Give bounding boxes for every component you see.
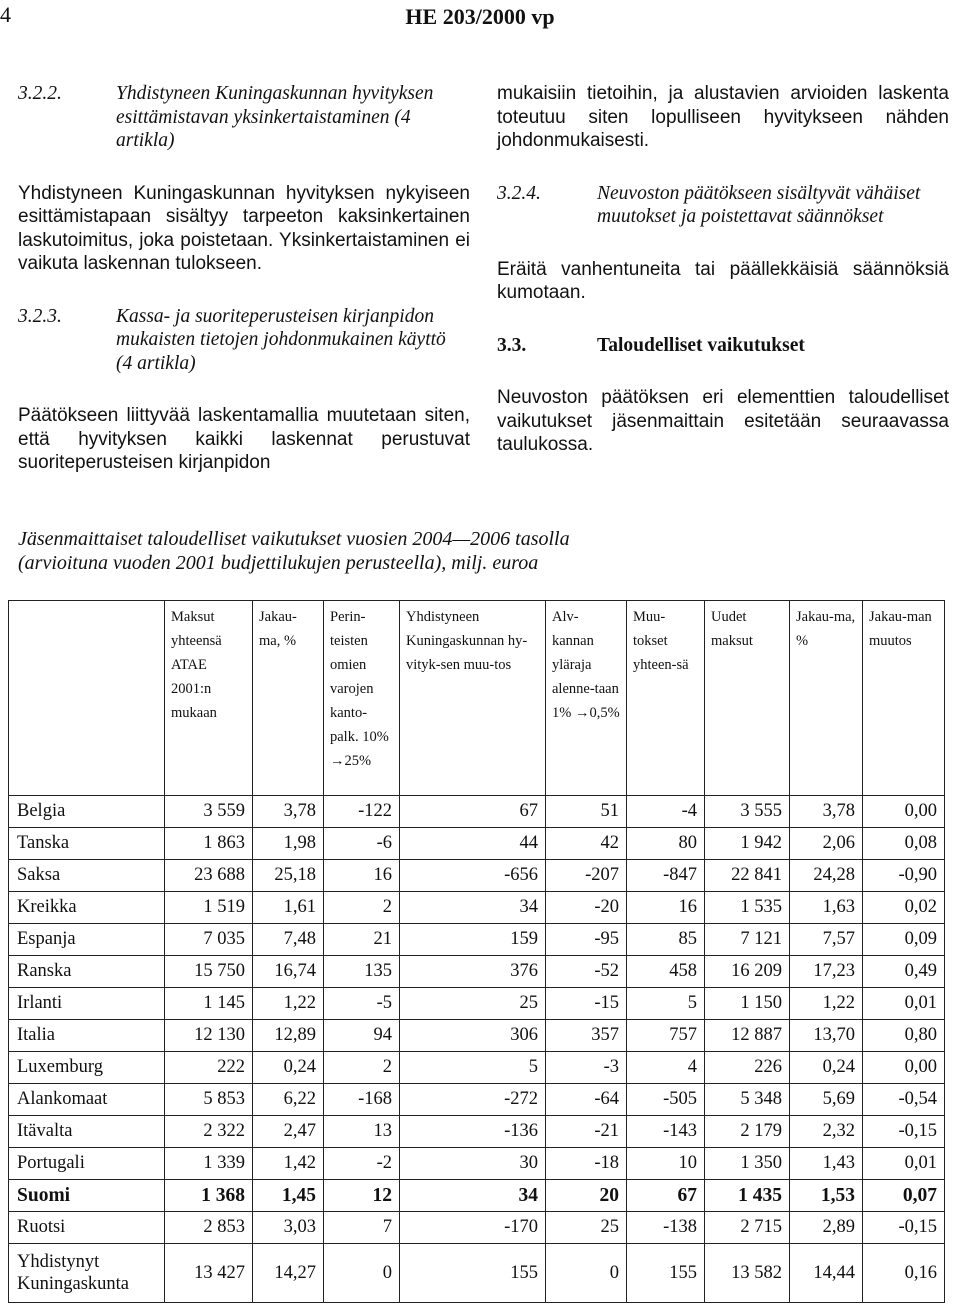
value-cell: 17,23: [790, 956, 863, 988]
value-cell: 16 209: [705, 956, 790, 988]
value-cell: 1,22: [253, 988, 324, 1020]
value-cell: -5: [324, 988, 400, 1020]
value-cell: 0,08: [863, 828, 945, 860]
value-cell: 24,28: [790, 860, 863, 892]
country-cell: Portugali: [9, 1148, 165, 1180]
section-3-2-2-heading: [18, 82, 470, 153]
column-header: Jakau-ma, %: [790, 601, 863, 796]
column-header: Uudet maksut: [705, 601, 790, 796]
table-caption: [18, 527, 948, 575]
value-cell: 7: [324, 1212, 400, 1244]
value-cell: 42: [546, 828, 627, 860]
table-body: [9, 796, 945, 1303]
column-header: Alv-kannan yläraja alenne-taan 1% →0,5%: [546, 601, 627, 796]
value-cell: 0,80: [863, 1020, 945, 1052]
value-cell: -0,90: [863, 860, 945, 892]
value-cell: 1,43: [790, 1148, 863, 1180]
value-cell: 1 339: [165, 1148, 253, 1180]
value-cell: 2: [324, 1052, 400, 1084]
value-cell: 1 535: [705, 892, 790, 924]
value-cell: 1 150: [705, 988, 790, 1020]
country-cell: Italia: [9, 1020, 165, 1052]
value-cell: 376: [400, 956, 546, 988]
section-3-3-heading: [497, 334, 949, 358]
value-cell: 1,63: [790, 892, 863, 924]
table-row: [9, 1052, 945, 1084]
value-cell: -143: [627, 1116, 705, 1148]
value-cell: 13 427: [165, 1244, 253, 1303]
table-row: [9, 1084, 945, 1116]
value-cell: -18: [546, 1148, 627, 1180]
value-cell: 21: [324, 924, 400, 956]
value-cell: 1,53: [790, 1180, 863, 1212]
value-cell: 1 435: [705, 1180, 790, 1212]
value-cell: 1,22: [790, 988, 863, 1020]
value-cell: 16: [627, 892, 705, 924]
section-title: Kassa- ja suoriteperusteisen kirjanpidon mukaisten tietojen johdonmukainen käyttö (4 artikla): [116, 305, 446, 374]
table-row: [9, 860, 945, 892]
value-cell: 25: [400, 988, 546, 1020]
section-3-2-2-body: Yhdistyneen Kuningaskunnan hyvityksen nykyiseen esittämistapaan sisältyy tarpeeton kaksinkertainen laskutoimitus, joka poistetaan. Yksinkertaistaminen ei vaikuta laskennan tulokseen.: [18, 182, 470, 274]
country-cell: Itävalta: [9, 1116, 165, 1148]
right-column: [497, 82, 949, 457]
value-cell: -3: [546, 1052, 627, 1084]
page-number: 4: [0, 2, 11, 27]
section-title: Taloudelliset vaikutukset: [597, 334, 805, 356]
value-cell: -138: [627, 1212, 705, 1244]
continued-paragraph: mukaisiin tietoihin, ja alustavien arvioiden laskenta toteutuu siten lopulliseen hyvitykseen nähden johdonmukaisesti.: [497, 83, 949, 151]
value-cell: 1 519: [165, 892, 253, 924]
country-cell: Yhdistynyt Kuningaskunta: [9, 1244, 165, 1303]
table-row: [9, 1116, 945, 1148]
value-cell: 13: [324, 1116, 400, 1148]
document-title: HE 203/2000 vp: [405, 4, 555, 29]
value-cell: 44: [400, 828, 546, 860]
table-row: [9, 956, 945, 988]
value-cell: 2 715: [705, 1212, 790, 1244]
value-cell: 34: [400, 892, 546, 924]
value-cell: 3,78: [253, 796, 324, 828]
value-cell: 0,01: [863, 988, 945, 1020]
value-cell: 5: [627, 988, 705, 1020]
value-cell: -21: [546, 1116, 627, 1148]
value-cell: 0: [546, 1244, 627, 1303]
value-cell: 1 350: [705, 1148, 790, 1180]
value-cell: 14,27: [253, 1244, 324, 1303]
country-cell: Tanska: [9, 828, 165, 860]
value-cell: -64: [546, 1084, 627, 1116]
value-cell: 16,74: [253, 956, 324, 988]
country-cell: Belgia: [9, 796, 165, 828]
value-cell: -847: [627, 860, 705, 892]
economic-impact-table: [8, 600, 945, 1303]
value-cell: 0,09: [863, 924, 945, 956]
left-column: [18, 82, 470, 475]
value-cell: 5 853: [165, 1084, 253, 1116]
caption-line-1: Jäsenmaittaiset taloudelliset vaikutukset vuosien 2004—2006 tasolla: [18, 528, 570, 550]
table-header-row: [9, 601, 945, 796]
value-cell: 2,47: [253, 1116, 324, 1148]
value-cell: 67: [627, 1180, 705, 1212]
country-cell: Alankomaat: [9, 1084, 165, 1116]
value-cell: 85: [627, 924, 705, 956]
value-cell: 4: [627, 1052, 705, 1084]
value-cell: 0,07: [863, 1180, 945, 1212]
table-row: [9, 1180, 945, 1212]
section-number: 3.2.3.: [18, 305, 62, 327]
country-cell: Ranska: [9, 956, 165, 988]
country-cell: Kreikka: [9, 892, 165, 924]
value-cell: -0,54: [863, 1084, 945, 1116]
value-cell: -95: [546, 924, 627, 956]
value-cell: -0,15: [863, 1116, 945, 1148]
value-cell: 1,45: [253, 1180, 324, 1212]
section-3-3-body: Neuvoston päätöksen eri elementtien taloudelliset vaikutukset jäsenmaittain esitetään seuraavassa taulukossa.: [497, 387, 949, 455]
value-cell: 15 750: [165, 956, 253, 988]
value-cell: 12 887: [705, 1020, 790, 1052]
value-cell: 306: [400, 1020, 546, 1052]
value-cell: 5,69: [790, 1084, 863, 1116]
value-cell: 3,03: [253, 1212, 324, 1244]
value-cell: 226: [705, 1052, 790, 1084]
value-cell: 6,22: [253, 1084, 324, 1116]
value-cell: 94: [324, 1020, 400, 1052]
table-row: [9, 1148, 945, 1180]
value-cell: 12,89: [253, 1020, 324, 1052]
value-cell: -656: [400, 860, 546, 892]
value-cell: 757: [627, 1020, 705, 1052]
value-cell: 155: [400, 1244, 546, 1303]
value-cell: 1 863: [165, 828, 253, 860]
value-cell: 2: [324, 892, 400, 924]
value-cell: 14,44: [790, 1244, 863, 1303]
value-cell: 16: [324, 860, 400, 892]
country-cell: Saksa: [9, 860, 165, 892]
value-cell: -136: [400, 1116, 546, 1148]
value-cell: 0: [324, 1244, 400, 1303]
value-cell: 30: [400, 1148, 546, 1180]
column-header: Jakau-man muutos: [863, 601, 945, 796]
value-cell: 0,02: [863, 892, 945, 924]
value-cell: 3,78: [790, 796, 863, 828]
value-cell: 0,24: [790, 1052, 863, 1084]
table-row: [9, 988, 945, 1020]
value-cell: 2,89: [790, 1212, 863, 1244]
table-row: [9, 1212, 945, 1244]
column-header: Muu-tokset yhteen-sä: [627, 601, 705, 796]
value-cell: 5 348: [705, 1084, 790, 1116]
value-cell: -20: [546, 892, 627, 924]
value-cell: 1 145: [165, 988, 253, 1020]
value-cell: 23 688: [165, 860, 253, 892]
section-number: 3.2.2.: [18, 83, 62, 104]
value-cell: 0,01: [863, 1148, 945, 1180]
value-cell: 2,32: [790, 1116, 863, 1148]
value-cell: 51: [546, 796, 627, 828]
value-cell: 2 179: [705, 1116, 790, 1148]
value-cell: 2,06: [790, 828, 863, 860]
value-cell: -6: [324, 828, 400, 860]
value-cell: 458: [627, 956, 705, 988]
value-cell: 22 841: [705, 860, 790, 892]
value-cell: 0,00: [863, 796, 945, 828]
value-cell: 5: [400, 1052, 546, 1084]
value-cell: -52: [546, 956, 627, 988]
value-cell: 0,24: [253, 1052, 324, 1084]
value-cell: -15: [546, 988, 627, 1020]
value-cell: 0,00: [863, 1052, 945, 1084]
section-3-2-4-body: Eräitä vanhentuneita tai päällekkäisiä säännöksiä kumotaan.: [497, 258, 949, 303]
value-cell: -2: [324, 1148, 400, 1180]
value-cell: 159: [400, 924, 546, 956]
value-cell: 357: [546, 1020, 627, 1052]
country-cell: Espanja: [9, 924, 165, 956]
country-cell: Irlanti: [9, 988, 165, 1020]
value-cell: 13,70: [790, 1020, 863, 1052]
value-cell: 7 035: [165, 924, 253, 956]
value-cell: 25: [546, 1212, 627, 1244]
value-cell: 67: [400, 796, 546, 828]
column-header: Jakau-ma, %: [253, 601, 324, 796]
value-cell: 20: [546, 1180, 627, 1212]
value-cell: 80: [627, 828, 705, 860]
value-cell: 3 559: [165, 796, 253, 828]
value-cell: 3 555: [705, 796, 790, 828]
value-cell: 0,49: [863, 956, 945, 988]
section-3-2-4-heading: [497, 182, 949, 229]
value-cell: 34: [400, 1180, 546, 1212]
value-cell: 1 368: [165, 1180, 253, 1212]
value-cell: 12 130: [165, 1020, 253, 1052]
table-row: [9, 796, 945, 828]
value-cell: -505: [627, 1084, 705, 1116]
value-cell: 155: [627, 1244, 705, 1303]
table-row: [9, 892, 945, 924]
section-title: Neuvoston päätökseen sisältyvät vähäiset muutokset ja poistettavat säännökset: [597, 182, 921, 227]
country-cell: Ruotsi: [9, 1212, 165, 1244]
value-cell: -122: [324, 796, 400, 828]
section-3-2-3-body: Päätökseen liittyvää laskentamallia muutetaan siten, että hyvityksen kaikki laskennat perustuvat suoriteperusteisen kirjanpidon: [18, 405, 470, 473]
section-title: Yhdistyneen Kuningaskunnan hyvityksen esittämistavan yksinkertaistaminen (4 artikla): [116, 83, 434, 151]
value-cell: 7,48: [253, 924, 324, 956]
value-cell: 1,61: [253, 892, 324, 924]
value-cell: 12: [324, 1180, 400, 1212]
caption-line-2: (arvioituna vuoden 2001 budjettilukujen perusteella), milj. euroa: [18, 552, 539, 574]
table-row: [9, 1020, 945, 1052]
table-row: [9, 1244, 945, 1303]
value-cell: 1,98: [253, 828, 324, 860]
value-cell: 1 942: [705, 828, 790, 860]
value-cell: -272: [400, 1084, 546, 1116]
value-cell: -168: [324, 1084, 400, 1116]
value-cell: 135: [324, 956, 400, 988]
section-3-2-3-heading: [18, 305, 470, 376]
value-cell: 7,57: [790, 924, 863, 956]
value-cell: -0,15: [863, 1212, 945, 1244]
column-header: Maksut yhteensä ATAE 2001:n mukaan: [165, 601, 253, 796]
value-cell: 2 853: [165, 1212, 253, 1244]
column-header: Yhdistyneen Kuningaskunnan hy-vityk-sen muu-tos: [400, 601, 546, 796]
table-row: [9, 924, 945, 956]
column-header: Perin-teisten omien varojen kanto-palk. 10% →25%: [324, 601, 400, 796]
value-cell: 222: [165, 1052, 253, 1084]
value-cell: 1,42: [253, 1148, 324, 1180]
country-cell: Luxemburg: [9, 1052, 165, 1084]
value-cell: -4: [627, 796, 705, 828]
value-cell: -207: [546, 860, 627, 892]
value-cell: -170: [400, 1212, 546, 1244]
value-cell: 25,18: [253, 860, 324, 892]
section-number: 3.3.: [497, 334, 527, 356]
value-cell: 2 322: [165, 1116, 253, 1148]
value-cell: 10: [627, 1148, 705, 1180]
column-header: [9, 601, 165, 796]
table-row: [9, 828, 945, 860]
value-cell: 13 582: [705, 1244, 790, 1303]
value-cell: 7 121: [705, 924, 790, 956]
value-cell: 0,16: [863, 1244, 945, 1303]
section-number: 3.2.4.: [497, 182, 541, 204]
country-cell: Suomi: [9, 1180, 165, 1212]
